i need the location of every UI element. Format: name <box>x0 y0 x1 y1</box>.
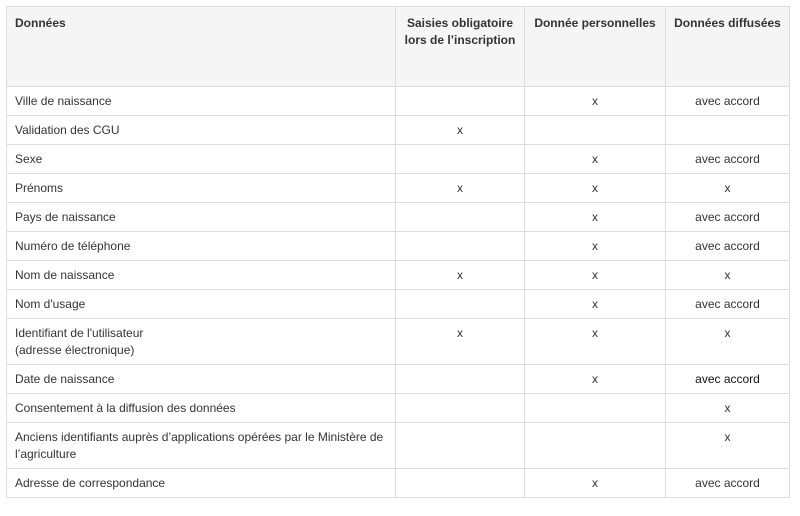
row-label: Pays de naissance <box>7 203 396 232</box>
header-donnees-personnelles: Donnée personnelles <box>525 7 666 87</box>
table-row <box>7 365 790 394</box>
required-cell <box>396 469 525 498</box>
shared-cell: x <box>666 423 790 469</box>
shared-cell: avec accord <box>666 87 790 116</box>
personal-cell: x <box>525 87 666 116</box>
table-header-row <box>7 7 790 87</box>
required-cell: x <box>396 174 525 203</box>
table-row <box>7 290 790 319</box>
personal-cell <box>525 394 666 423</box>
required-cell <box>396 290 525 319</box>
personal-cell: x <box>525 232 666 261</box>
personal-cell: x <box>525 261 666 290</box>
row-label: Numéro de téléphone <box>7 232 396 261</box>
table-row <box>7 261 790 290</box>
personal-cell <box>525 116 666 145</box>
required-cell <box>396 145 525 174</box>
table-row <box>7 319 790 365</box>
required-cell <box>396 394 525 423</box>
personal-cell: x <box>525 319 666 365</box>
required-cell <box>396 232 525 261</box>
shared-cell: avec accord <box>666 232 790 261</box>
table-row <box>7 145 790 174</box>
shared-cell: avec accord <box>666 365 790 394</box>
data-table-container <box>6 6 790 498</box>
shared-cell: avec accord <box>666 469 790 498</box>
required-cell <box>396 87 525 116</box>
personal-cell: x <box>525 203 666 232</box>
personal-cell: x <box>525 469 666 498</box>
personal-cell <box>525 423 666 469</box>
shared-cell <box>666 116 790 145</box>
required-cell: x <box>396 116 525 145</box>
shared-cell: x <box>666 174 790 203</box>
row-label: Adresse de correspondance <box>7 469 396 498</box>
required-cell: x <box>396 261 525 290</box>
personal-cell: x <box>525 145 666 174</box>
table-row <box>7 116 790 145</box>
row-label: Ville de naissance <box>7 87 396 116</box>
row-label: Nom de naissance <box>7 261 396 290</box>
data-table <box>6 6 790 498</box>
shared-cell: x <box>666 394 790 423</box>
required-cell: x <box>396 319 525 365</box>
table-row <box>7 174 790 203</box>
required-cell <box>396 423 525 469</box>
shared-cell: x <box>666 319 790 365</box>
table-row <box>7 87 790 116</box>
personal-cell: x <box>525 365 666 394</box>
shared-cell: avec accord <box>666 203 790 232</box>
header-donnees-diffusees: Données diffusées <box>666 7 790 87</box>
shared-cell: x <box>666 261 790 290</box>
row-label: Identifiant de l'utilisateur (adresse électronique) <box>7 319 396 365</box>
table-row <box>7 394 790 423</box>
personal-cell: x <box>525 174 666 203</box>
row-label: Consentement à la diffusion des données <box>7 394 396 423</box>
row-label: Prénoms <box>7 174 396 203</box>
row-label: Nom d'usage <box>7 290 396 319</box>
required-cell <box>396 203 525 232</box>
row-label: Validation des CGU <box>7 116 396 145</box>
table-row <box>7 203 790 232</box>
table-row <box>7 469 790 498</box>
table-row <box>7 232 790 261</box>
row-label: Date de naissance <box>7 365 396 394</box>
personal-cell: x <box>525 290 666 319</box>
header-donnees: Données <box>7 7 396 87</box>
table-row <box>7 423 790 469</box>
row-label: Anciens identifiants auprès d’applications opérées par le Ministère de l’agriculture <box>7 423 396 469</box>
shared-cell: avec accord <box>666 290 790 319</box>
required-cell <box>396 365 525 394</box>
header-saisies-obligatoires: Saisies obligatoire lors de l’inscription <box>396 7 525 87</box>
shared-cell: avec accord <box>666 145 790 174</box>
row-label: Sexe <box>7 145 396 174</box>
